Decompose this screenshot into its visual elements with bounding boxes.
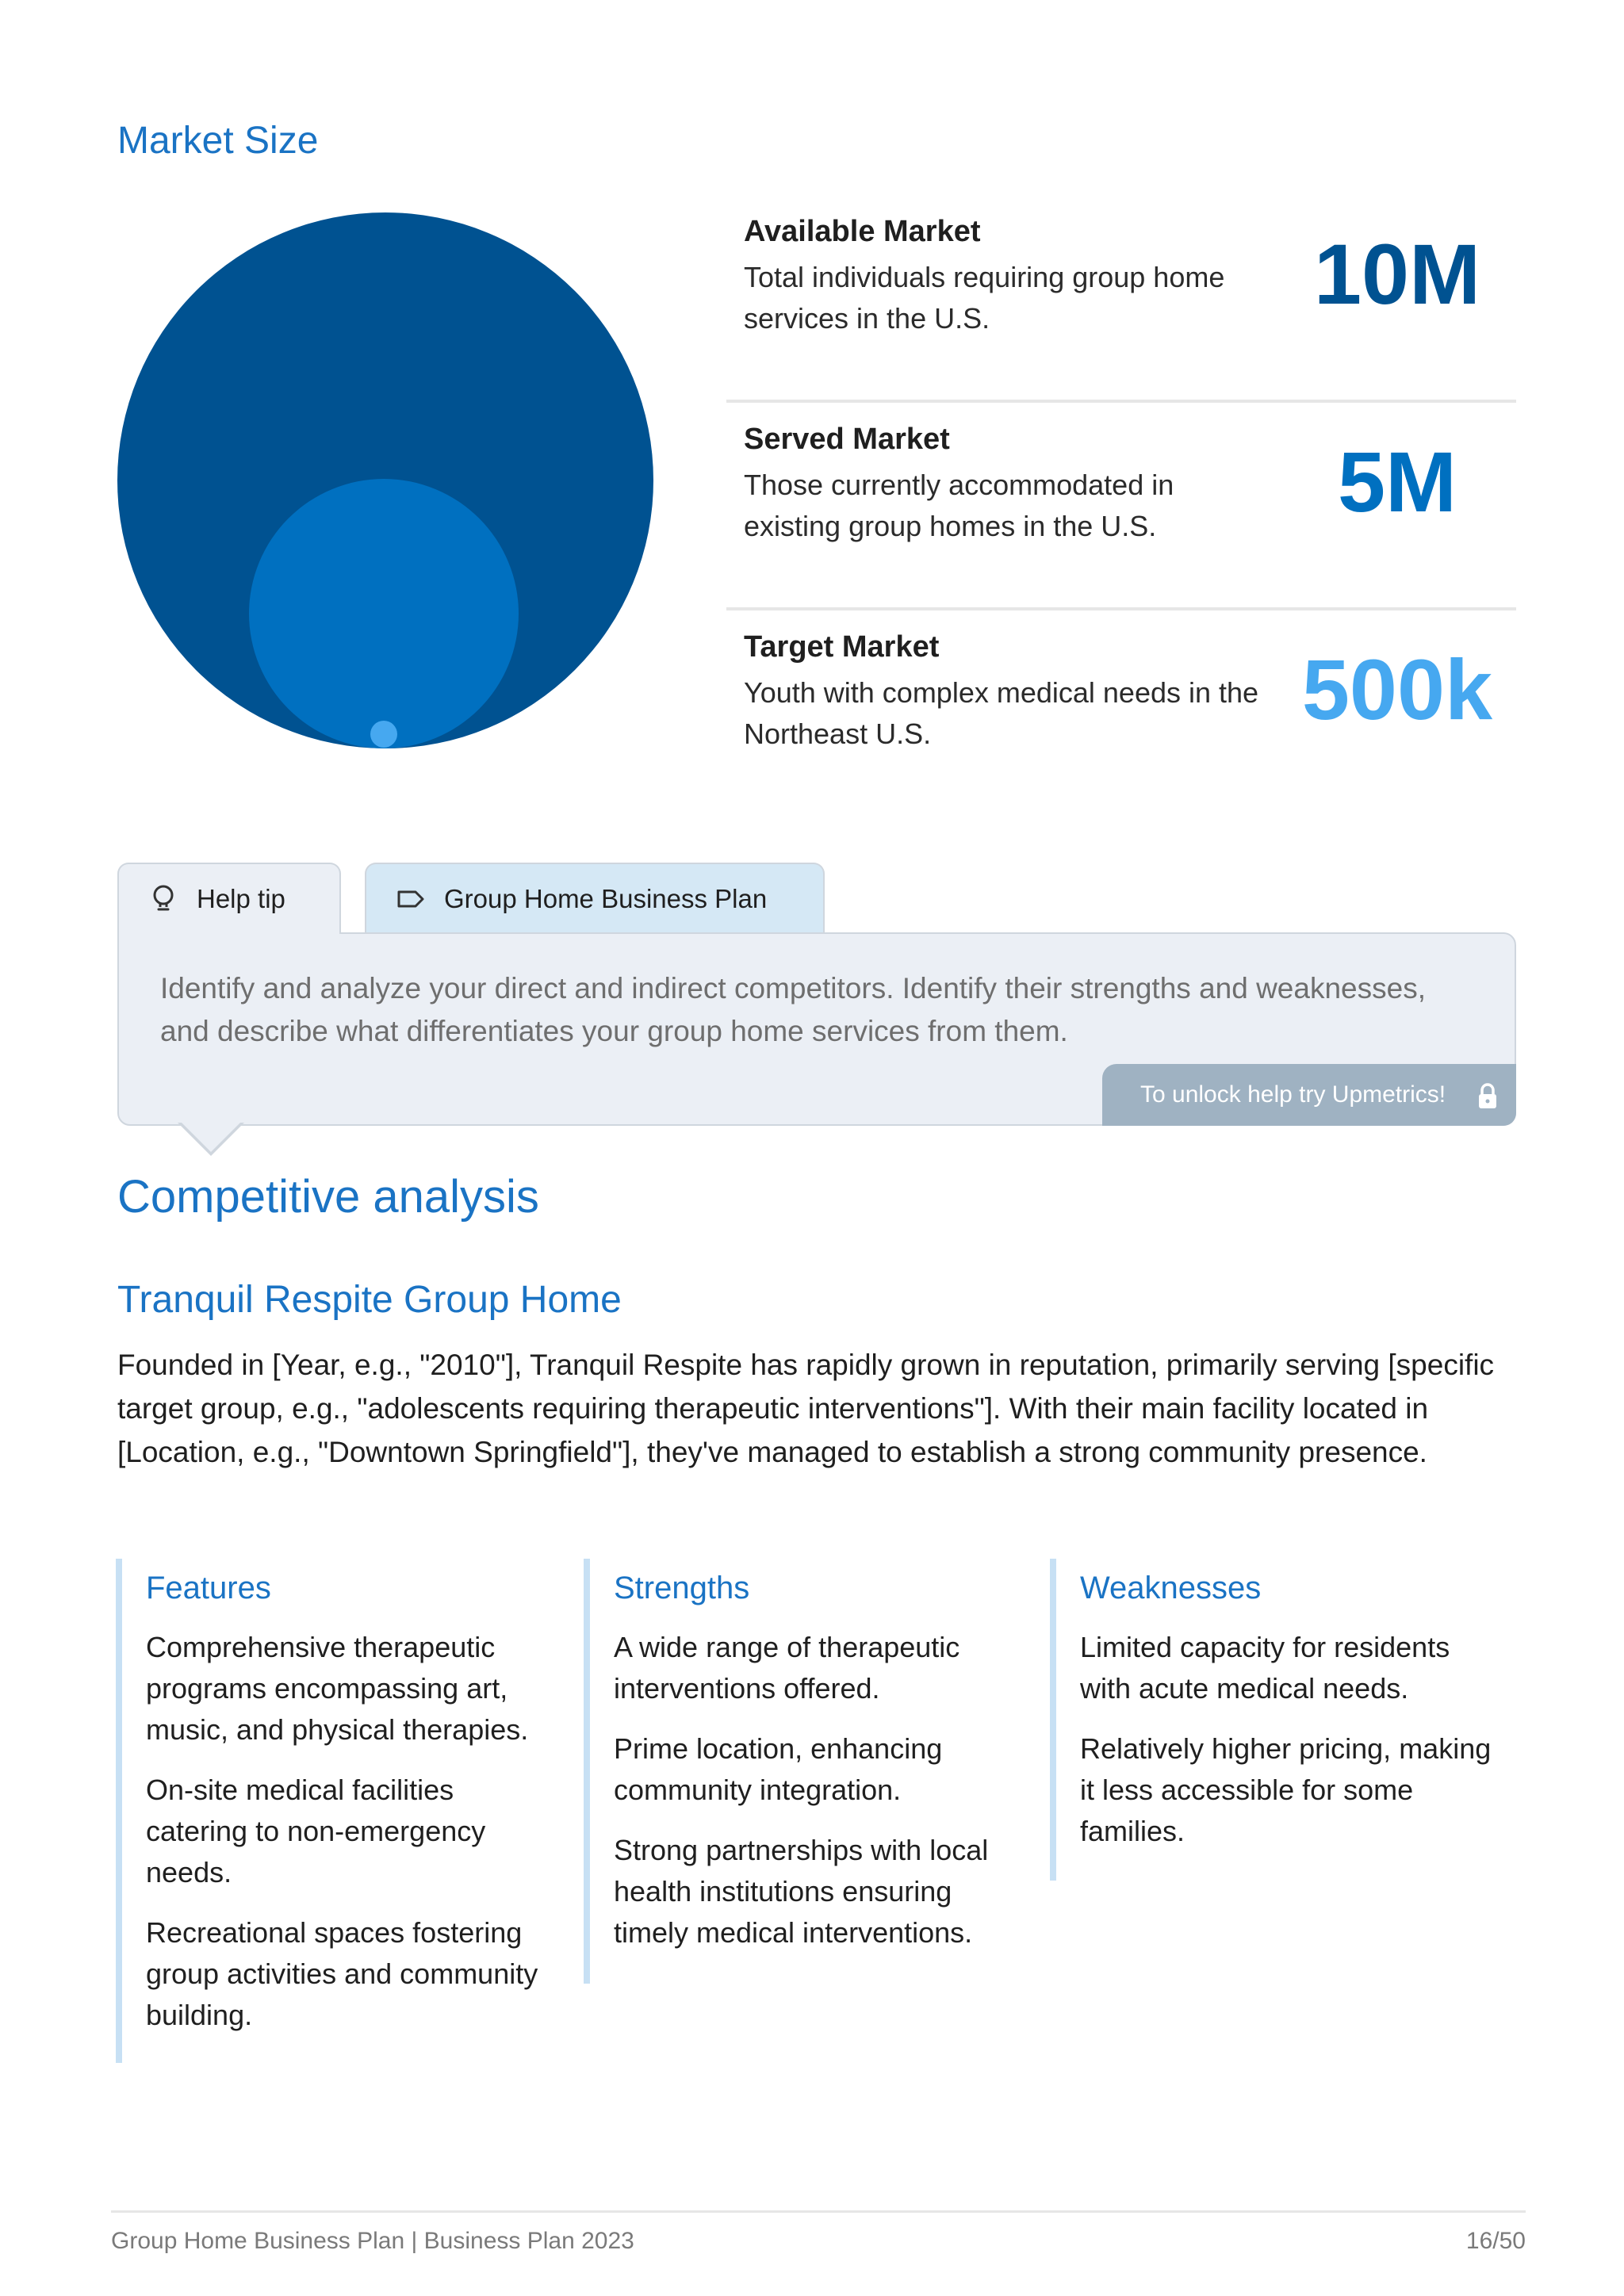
footer-document-title: Group Home Business Plan | Business Plan 2023 xyxy=(111,2228,634,2254)
weaknesses-column xyxy=(1050,1559,1494,1881)
weaknesses-item: Relatively higher pricing, making it less accessible for some families. xyxy=(1080,1732,1492,1847)
weaknesses-heading: Weaknesses xyxy=(1080,1571,1262,1605)
strengths-item: Prime location, enhancing community integration. xyxy=(614,1732,943,1806)
strengths-item: A wide range of therapeutic interventions offered. xyxy=(614,1631,960,1705)
competitor-intro: Founded in [Year, e.g., "2010"], Tranquil Respite has rapidly grown in reputation, primarily serving [specific target group, e.g., "adolescents requiring therapeutic interventions"]. With their main facility located in [Location, e.g., "Downtown Springfield"], they've managed to establish a strong community presence. xyxy=(117,1349,1495,1468)
lightbulb-icon xyxy=(149,883,178,915)
available-market-description: Total individuals requiring group home services in the U.S. xyxy=(744,261,1225,335)
competitive-analysis-title: Competitive analysis xyxy=(117,1171,539,1223)
market-size-title: Market Size xyxy=(117,120,319,162)
served-market-description: Those currently accommodated in existing group homes in the U.S. xyxy=(744,469,1174,542)
help-tip-text: Identify and analyze your direct and indirect competitors. Identify their strengths and weaknesses, and describe what differentiates your group home services from them. xyxy=(160,972,1426,1047)
strengths-item: Strong partnerships with local health institutions ensuring timely medical interventions. xyxy=(614,1834,989,1949)
features-column xyxy=(116,1559,560,2063)
available-market-value: 10M xyxy=(1313,226,1481,322)
target-market-circle xyxy=(370,721,397,748)
lock-icon xyxy=(1475,1081,1500,1110)
market-list xyxy=(726,195,1516,818)
weaknesses-item: Limited capacity for residents with acute medical needs. xyxy=(1080,1631,1450,1705)
competitor-name: Tranquil Respite Group Home xyxy=(117,1279,622,1321)
help-tip-pointer-fill xyxy=(180,1121,242,1152)
unlock-label: To unlock help try Upmetrics! xyxy=(1140,1081,1446,1108)
served-market-circle xyxy=(249,479,519,748)
available-market-row xyxy=(726,195,1516,403)
target-market-label: Target Market xyxy=(744,630,940,664)
features-item: Recreational spaces fostering group activities and community building. xyxy=(146,1916,538,2031)
strengths-column xyxy=(584,1559,1028,1984)
tab-help-tip[interactable] xyxy=(117,863,341,934)
features-heading: Features xyxy=(146,1571,271,1605)
features-item: Comprehensive therapeutic programs encompassing art, music, and physical therapies. xyxy=(146,1631,529,1746)
served-market-value: 5M xyxy=(1337,434,1457,530)
tab-plan-label: Group Home Business Plan xyxy=(444,884,768,913)
target-market-value: 500k xyxy=(1301,641,1493,737)
target-market-description: Youth with complex medical needs in the Northeast U.S. xyxy=(744,676,1259,750)
footer-divider xyxy=(111,2210,1526,2213)
served-market-row xyxy=(726,403,1516,610)
unlock-upmetrics-button[interactable] xyxy=(1102,1064,1516,1126)
strengths-heading: Strengths xyxy=(614,1571,750,1605)
available-market-label: Available Market xyxy=(744,215,981,248)
tab-group-home-business-plan[interactable] xyxy=(365,863,825,934)
market-size-circles xyxy=(116,211,655,750)
target-market-row xyxy=(726,610,1516,818)
footer-page-number: 16/50 xyxy=(1465,2228,1526,2254)
features-item: On-site medical facilities catering to non-emergency needs. xyxy=(146,1774,486,1888)
tab-help-tip-label: Help tip xyxy=(197,884,285,913)
served-market-label: Served Market xyxy=(744,423,950,456)
tag-icon xyxy=(396,883,425,915)
help-tip-box xyxy=(117,932,1516,1126)
